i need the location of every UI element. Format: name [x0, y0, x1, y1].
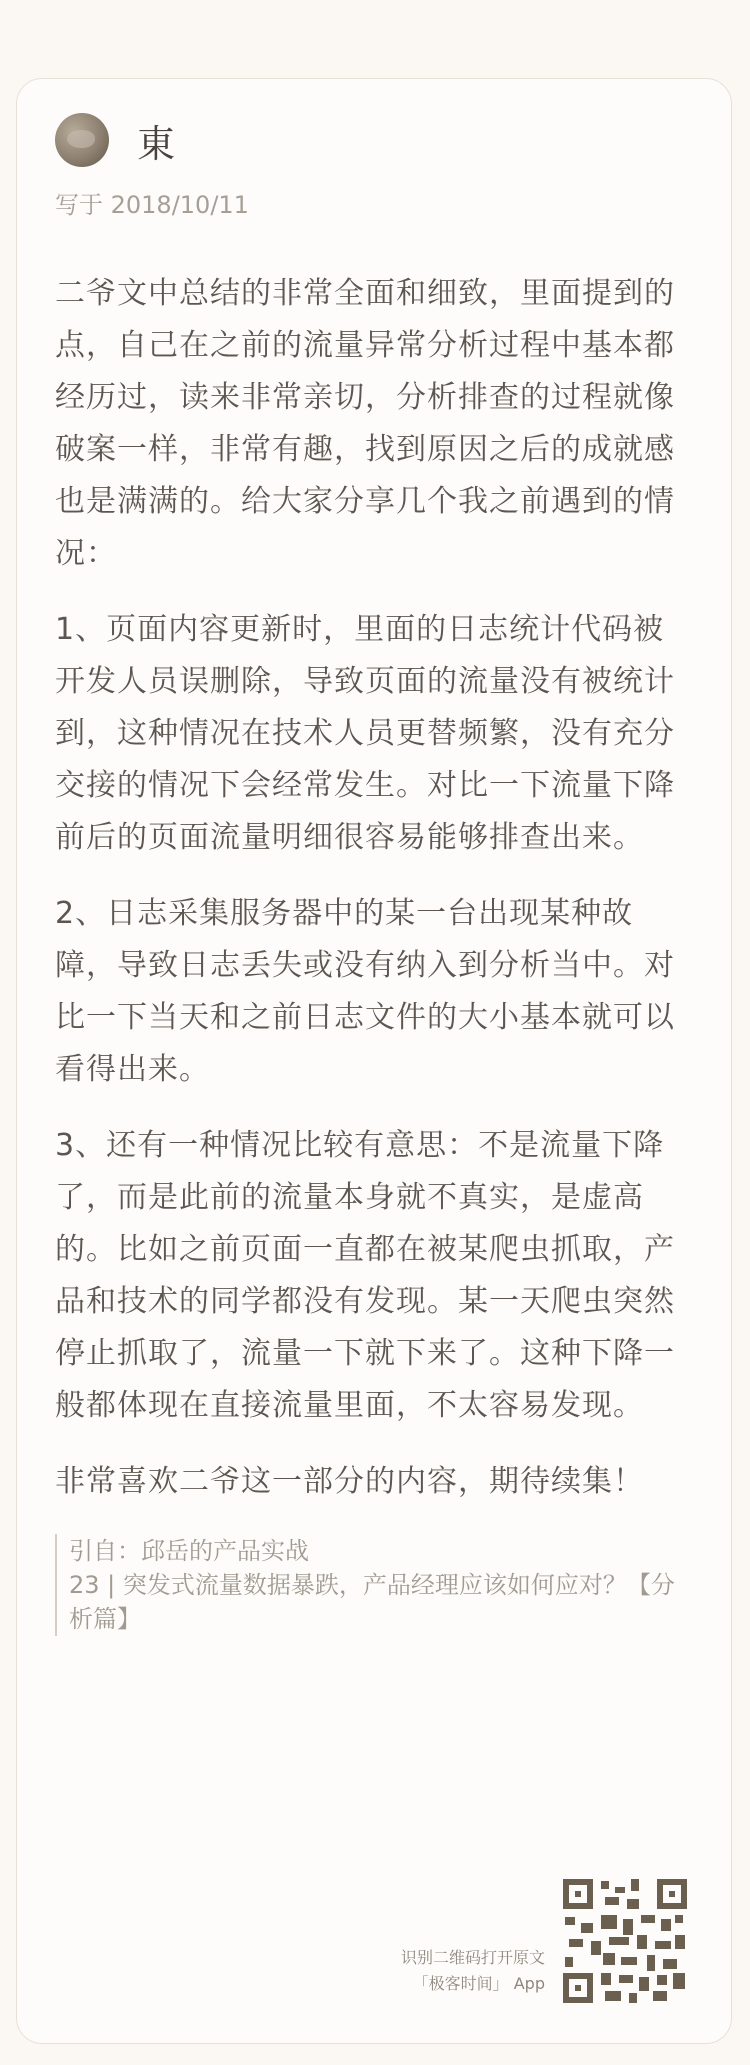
qr-module: [639, 1977, 649, 1991]
quote-block[interactable]: [55, 1534, 681, 1636]
qr-module: [629, 1993, 637, 2003]
qr-module: [661, 1919, 671, 1931]
avatar-icon: [55, 113, 109, 167]
paragraph-case-2: 2、日志采集服务器中的某一台出现某种故障，导致日志丢失或没有纳入到分析当中。对比一下当天和之前日志文件的大小基本就可以看得出来。: [55, 896, 675, 1087]
qr-module: [675, 1915, 683, 1923]
author-name: 東: [137, 121, 176, 166]
qr-finder-top-right: [657, 1879, 687, 1909]
qr-module: [601, 1915, 617, 1929]
author-row: [55, 113, 695, 167]
paragraph-closing: 非常喜欢二爷这一部分的内容，期待续集！: [55, 1464, 644, 1499]
comment-card: [16, 78, 732, 2044]
app-text: 「极客时间」 App: [412, 1974, 545, 1993]
qr-module: [565, 1917, 575, 1925]
card-content: [55, 113, 695, 1636]
qr-module: [623, 1919, 633, 1935]
qr-module: [605, 1897, 619, 1905]
qr-module: [605, 1991, 621, 2001]
qr-module: [601, 1881, 609, 1889]
qr-module: [621, 1957, 637, 1965]
qr-module: [603, 1953, 615, 1965]
qr-finder-top-left: [563, 1879, 593, 1909]
quote-source: 引自：邱岳的产品实战: [69, 1537, 309, 1565]
qr-module: [673, 1973, 685, 1989]
qr-module: [565, 1957, 573, 1967]
qr-module: [663, 1959, 677, 1969]
scan-text: 识别二维码打开原文: [400, 1948, 545, 1967]
qr-module: [641, 1915, 655, 1923]
paragraph-case-3: 3、还有一种情况比较有意思：不是流量下降了，而是此前的流量本身就不真实，是虚高的。比如之前页面一直都在被某爬虫抓取，产品和技术的同学都没有发现。某一天爬虫突然停止抓取了，流量一下就下来了。这种下降一般都体现在直接流量里面，不太容易发现。: [55, 1128, 675, 1423]
qr-module: [631, 1879, 639, 1891]
qr-module: [591, 1941, 601, 1955]
paragraph-case-1: 1、页面内容更新时，里面的日志统计代码被开发人员误删除，导致页面的流量没有被统计到，这种情况在技术人员更替频繁，没有充分交接的情况下会经常发生。对比一下流量下降前后的页面流量明细很容易能够排查出来。: [55, 612, 675, 855]
quote-title: 23 | 突发式流量数据暴跌，产品经理应该如何应对？【分析篇】: [69, 1571, 675, 1633]
qr-module: [655, 1941, 671, 1949]
qr-module: [637, 1935, 647, 1949]
paragraph-intro: 二爷文中总结的非常全面和细致，里面提到的点，自己在之前的流量异常分析过程中基本都经历过，读来非常亲切，分析排查的过程就像破案一样，非常有趣，找到原因之后的成就感也是满满的。给大家分享几个我之前遇到的情况：: [55, 276, 675, 571]
qr-module: [619, 1975, 633, 1983]
qr-module: [627, 1899, 639, 1909]
qr-module: [657, 1975, 667, 1985]
qr-module: [615, 1887, 625, 1893]
qr-code-icon[interactable]: [563, 1879, 687, 2003]
comment-body: [55, 268, 695, 1508]
qr-module: [581, 1923, 593, 1933]
qr-module: [609, 1937, 629, 1945]
qr-module: [601, 1973, 611, 1985]
qr-module: [647, 1955, 655, 1971]
qr-module: [569, 1939, 583, 1947]
qr-finder-bottom-left: [563, 1973, 593, 2003]
qr-module: [653, 1991, 667, 2001]
qr-module: [675, 1935, 685, 1949]
written-date: 写于 2018/10/11: [55, 191, 249, 219]
footer-text: [401, 1945, 545, 1997]
footer: [401, 1879, 687, 2003]
